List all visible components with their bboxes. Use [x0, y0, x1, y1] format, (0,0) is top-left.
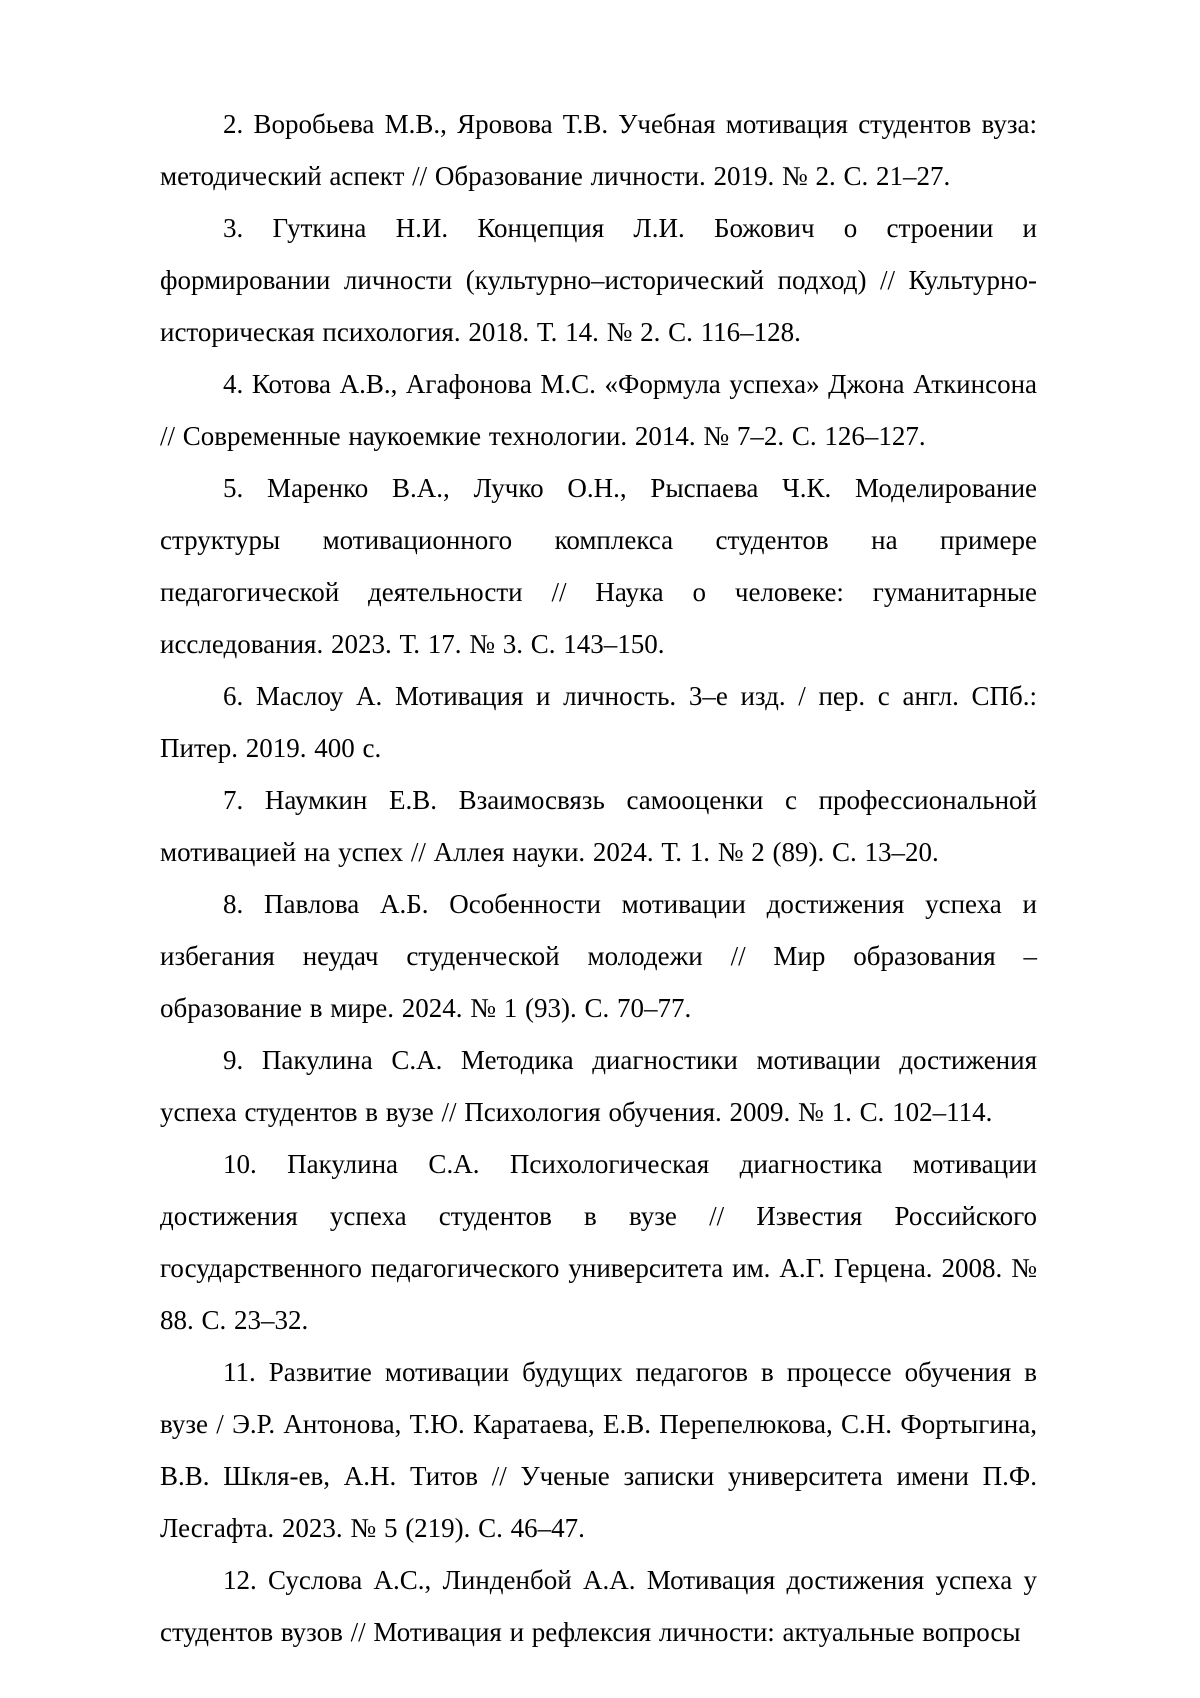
reference-item: 11. Развитие мотивации будущих педагогов в процессе обучения в вузе / Э.Р. Антонова, Т.Ю. Каратаева, Е.В. Перепелюкова, С.Н. Фортыгина, В.В. Шкля-ев, А.Н. Титов // Ученые записки университета имени П.Ф. Лесгафта. 2023. № 5 (219). С. 46–47. [160, 1357, 1037, 1543]
reference-item: 2. Воробьева М.В., Яровова Т.В. Учебная мотивация студентов вуза: методический аспект // Образование личности. 2019. № 2. С. 21–27. [160, 109, 1037, 191]
reference-item: 4. Котова А.В., Агафонова М.С. «Формула успеха» Джона Аткинсона // Современные наукоемкие технологии. 2014. № 7–2. С. 126–127. [160, 369, 1037, 451]
reference-item: 8. Павлова А.Б. Особенности мотивации достижения успеха и избегания неудач студенческой молодежи // Мир образования – образование в мире. 2024. № 1 (93). С. 70–77. [160, 889, 1037, 1023]
reference-item: 12. Суслова А.С., Линденбой А.А. Мотивация достижения успеха у студентов вузов // Мотивация и рефлексия личности: актуальные вопросы [160, 1565, 1037, 1647]
reference-item: 6. Маслоу А. Мотивация и личность. 3–е изд. / пер. с англ. СПб.: Питер. 2019. 400 с. [160, 681, 1037, 763]
reference-item: 9. Пакулина С.А. Методика диагностики мотивации достижения успеха студентов в вузе // Психология обучения. 2009. № 1. С. 102–114. [160, 1045, 1037, 1127]
reference-item: 7. Наумкин Е.В. Взаимосвязь самооценки с профессиональной мотивацией на успех // Аллея науки. 2024. Т. 1. № 2 (89). С. 13–20. [160, 785, 1037, 867]
reference-item: 5. Маренко В.А., Лучко О.Н., Рыспаева Ч.К. Моделирование структуры мотивационного комплекса студентов на примере педагогической деятельности // Наука о человеке: гуманитарные исследования. 2023. Т. 17. № 3. С. 143–150. [160, 473, 1037, 659]
reference-item: 10. Пакулина С.А. Психологическая диагностика мотивации достижения успеха студентов в вузе // Известия Российского государственного педагогического университета им. А.Г. Герцена. 2008. № 88. С. 23–32. [160, 1149, 1037, 1335]
reference-item: 3. Гуткина Н.И. Концепция Л.И. Божович о строении и формировании личности (культурно–исторический подход) // Культурно-историческая психология. 2018. Т. 14. № 2. С. 116–128. [160, 213, 1037, 347]
